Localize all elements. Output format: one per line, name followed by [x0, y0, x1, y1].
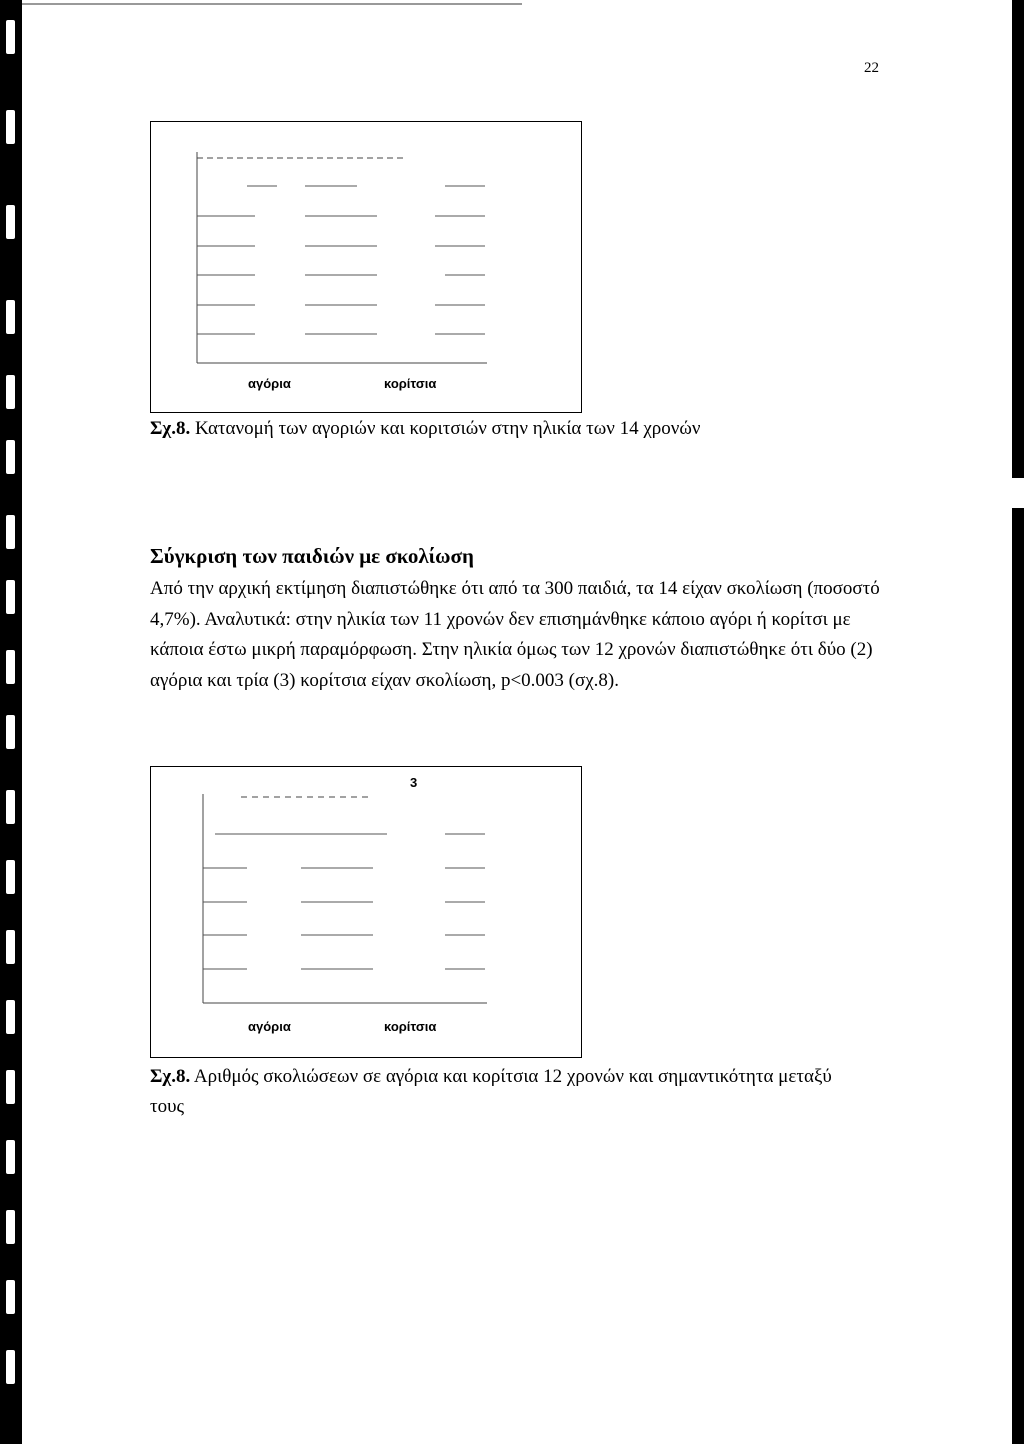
perforation [6, 440, 15, 474]
perforation [6, 860, 15, 894]
chart-2-x-tick-label: κορίτσια [384, 1019, 437, 1034]
page-number: 22 [864, 60, 879, 76]
perforation [6, 930, 15, 964]
chart-1-caption-text: Κατανομή των αγοριών και κοριτσιών στην ηλικία των 14 χρονών [190, 418, 701, 439]
chart-2-data-label: 3 [410, 775, 418, 790]
chart-1-gridlines [197, 186, 485, 334]
perforation [6, 650, 15, 684]
perforation [6, 515, 15, 549]
film-strip-gap [1012, 478, 1024, 508]
chart-1-caption-label: Σχ.8. [150, 418, 191, 439]
perforation [6, 375, 15, 409]
chart-2-x-tick-label: αγόρια [248, 1019, 291, 1034]
chart-1-svg [151, 122, 581, 412]
film-strip-left [0, 0, 22, 1444]
body-paragraph [150, 574, 890, 696]
chart-1-x-tick-label: αγόρια [248, 376, 291, 391]
perforation [6, 300, 15, 334]
perforation [6, 580, 15, 614]
perforation [6, 1210, 15, 1244]
chart-2-caption-text: Αριθμός σκολιώσεων σε αγόρια και κορίτσια 12 χρονών και σημαντικότητα μεταξύ τους [150, 1066, 832, 1117]
perforation [6, 110, 15, 144]
chart-2-gridlines [203, 834, 485, 969]
section-title: Σύγκριση των παιδιών με σκολίωση [150, 544, 474, 568]
perforation [6, 1350, 15, 1384]
perforation [6, 20, 15, 54]
perforation [6, 1280, 15, 1314]
perforation [6, 1000, 15, 1034]
perforation [6, 790, 15, 824]
perforation [6, 205, 15, 239]
chart-2-caption [150, 1062, 850, 1122]
perforation [6, 1070, 15, 1104]
scan-top-edge [22, 3, 522, 5]
chart-2 [150, 766, 582, 1058]
chart-1-x-tick-label: κορίτσια [384, 376, 437, 391]
chart-2-caption-label: Σχ.8. [150, 1066, 191, 1087]
film-strip-right [1012, 0, 1024, 1444]
perforation [6, 715, 15, 749]
paragraph-text: Από την αρχική εκτίμηση διαπιστώθηκε ότι από τα 300 παιδιά, τα 14 είχαν σκολίωση (ποσοστό 4,7%). Αναλυτικά: στην ηλικία των 11 χρονών δεν επισημάνθηκε κάποιο αγόρι ή κορίτσι με κάποια έστω μικρή παραμόρφωση. Στην ηλικία όμως των 12 χρονών διαπιστώθηκε ότι δύο (2) αγόρια και τρία (3) κορίτσια είχαν σκολίωση, p<0.003 (σχ.8). [150, 578, 880, 691]
chart-2-svg [151, 767, 581, 1057]
chart-1-caption [150, 416, 700, 442]
chart-1 [150, 121, 582, 413]
perforation [6, 1140, 15, 1174]
